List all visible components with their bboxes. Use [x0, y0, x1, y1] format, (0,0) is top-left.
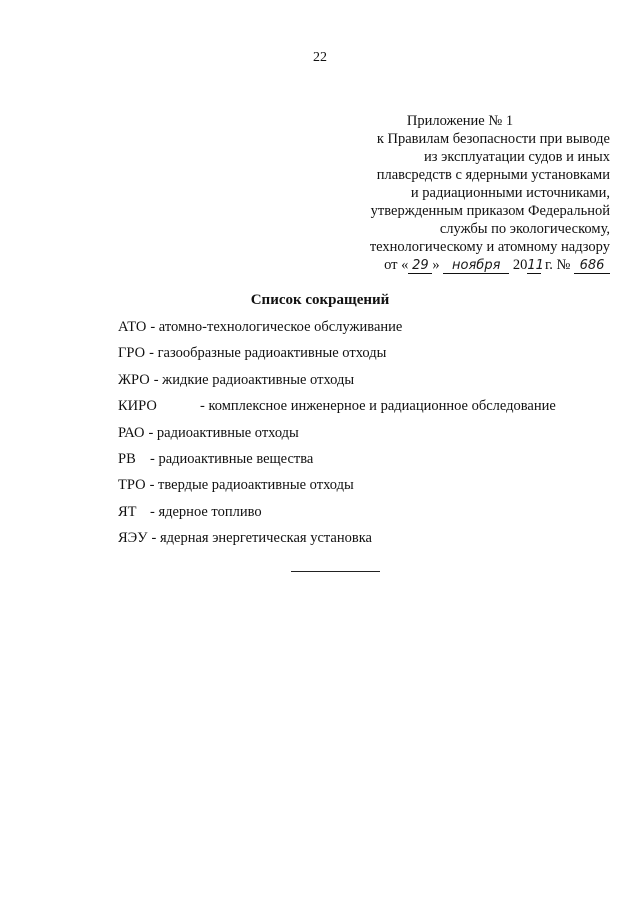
date-prefix: от « [384, 257, 409, 273]
list-item [118, 450, 618, 476]
list-item [118, 476, 618, 502]
handwritten-year: 11 [527, 258, 544, 273]
list-item [118, 397, 618, 423]
list-item [118, 424, 618, 450]
abbreviation-term: ГРО [118, 345, 146, 362]
abbreviation-definition: - твердые радиоактивные отходы [149, 477, 354, 494]
abbreviations-title: Список сокращений [250, 292, 390, 308]
abbreviations-list [118, 318, 618, 556]
abbreviation-definition: - жидкие радиоактивные отходы [153, 371, 355, 388]
year-prefix: 20 [512, 257, 528, 273]
list-item [118, 371, 618, 397]
abbreviation-term: ЖРО [118, 371, 150, 388]
abbreviation-term: ТРО [118, 477, 146, 494]
appendix-header [280, 112, 610, 274]
appendix-title: Приложение № 1 [406, 113, 514, 129]
header-line: из эксплуатации судов и иных [423, 149, 610, 165]
end-divider [291, 571, 380, 572]
list-item [118, 503, 618, 529]
header-line: к Правилам безопасности при выводе [376, 131, 610, 147]
header-line: службы по экологическому, [439, 221, 610, 237]
abbreviation-definition: - комплексное инженерное и радиационное обследование [200, 398, 556, 415]
handwritten-month: ноября [443, 258, 509, 274]
abbreviation-definition: - радиоактивные отходы [148, 424, 299, 441]
order-date-line [280, 256, 610, 274]
header-line: технологическому и атомному надзору [369, 239, 610, 255]
abbreviation-definition: - радиоактивные вещества [150, 450, 314, 467]
list-item [118, 318, 618, 344]
abbreviation-definition: - газообразные радиоактивные отходы [149, 345, 387, 362]
page-number: 22 [313, 50, 327, 65]
list-item [118, 529, 618, 555]
date-quote-close: » [432, 257, 440, 273]
header-line: плавсредств с ядерными установками [376, 167, 610, 183]
header-line: утвержденным приказом Федеральной [370, 203, 610, 219]
abbreviation-term: РАО [118, 424, 145, 441]
handwritten-order-number: 686 [574, 258, 610, 274]
order-number-label: г. № [541, 257, 574, 273]
abbreviation-term: ЯТ [118, 503, 137, 520]
abbreviation-definition: - ядерная энергетическая установка [151, 530, 372, 547]
abbreviation-definition: - атомно-технологическое обслуживание [150, 319, 403, 335]
header-line: и радиационными источниками, [410, 185, 610, 201]
list-item [118, 344, 618, 370]
abbreviation-term: ЯЭУ [118, 530, 148, 547]
abbreviation-term: АТО [118, 319, 147, 335]
handwritten-day: 29 [408, 258, 432, 274]
abbreviation-term: КИРО [118, 398, 157, 415]
abbreviation-term: РВ [118, 450, 136, 467]
abbreviation-definition: - ядерное топливо [150, 503, 262, 520]
